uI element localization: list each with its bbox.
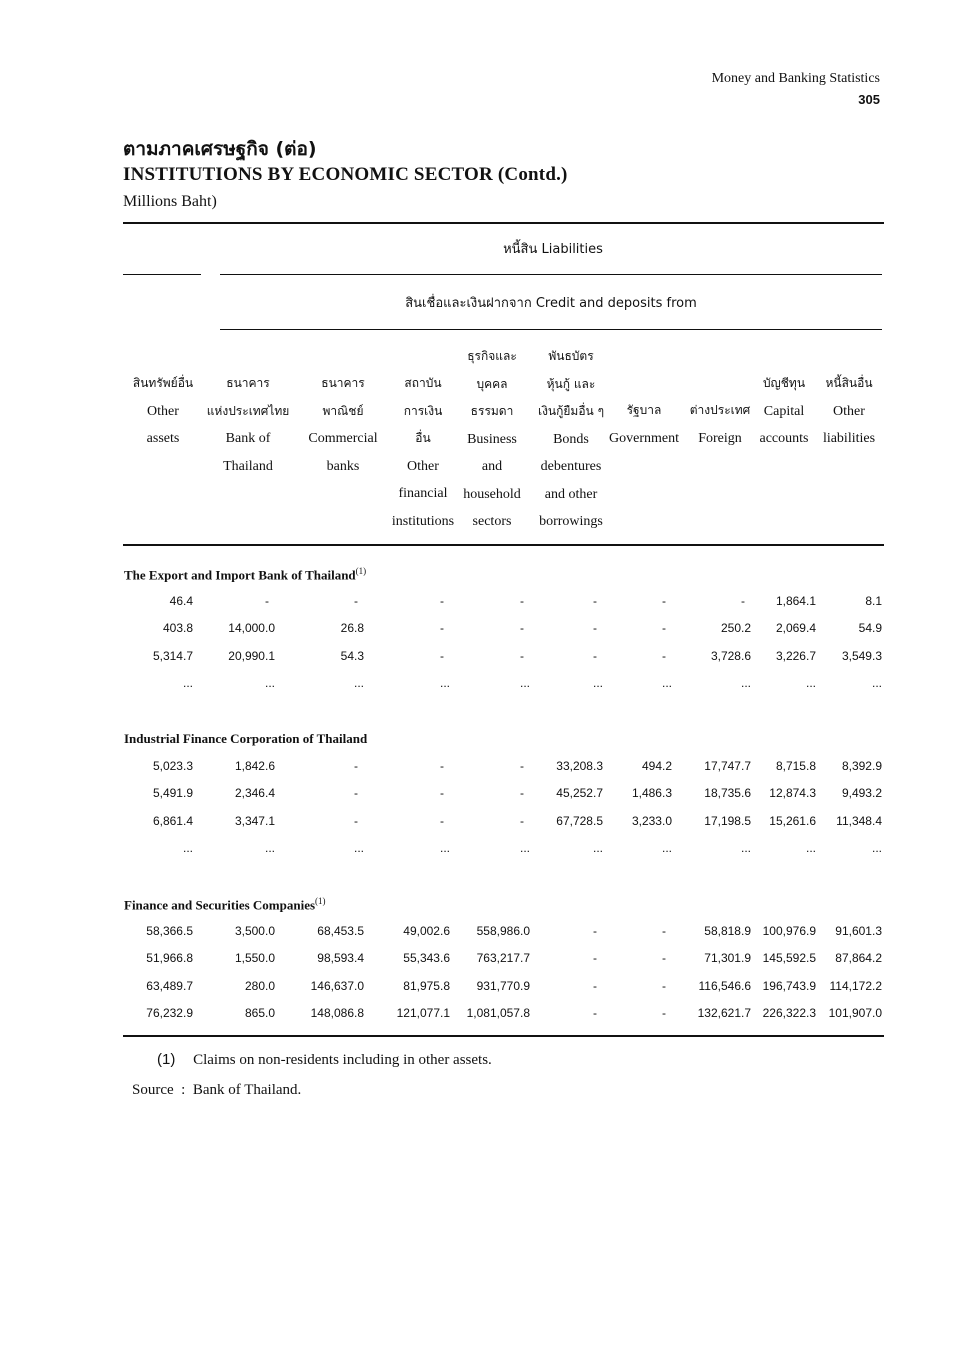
table-cell: - — [593, 648, 597, 663]
table-cell: - — [593, 978, 597, 993]
table-cell: 54.3 — [340, 648, 364, 663]
footnote — [157, 1051, 492, 1069]
column-header-thai: รัฐบาล — [626, 403, 662, 417]
table-cell: 11,348.4 — [836, 813, 882, 828]
table-cell: 8.1 — [865, 594, 882, 608]
title-english: INSTITUTIONS BY ECONOMIC SECTOR (Contd.) — [123, 164, 568, 185]
footnote-ref: (1) — [355, 566, 367, 576]
table-cell: 5,491.9 — [152, 786, 193, 801]
table-cell: 763,217.7 — [476, 951, 530, 966]
table-cell: - — [520, 594, 524, 608]
table-cell: 5,314.7 — [152, 648, 193, 663]
liabilities-header — [0, 238, 966, 259]
table-row — [0, 676, 966, 696]
column-header-english: Business — [467, 431, 517, 447]
table-cell: 55,343.6 — [403, 951, 450, 966]
table-cell: - — [662, 951, 666, 966]
table-cell: ... — [265, 840, 276, 855]
table-cell: 148,086.8 — [310, 1005, 364, 1020]
column-header-english: household — [463, 486, 521, 502]
column-header-thai: สินทรัพย์อื่น — [132, 376, 194, 390]
table-cell: - — [520, 621, 524, 636]
table-cell: 26.8 — [340, 621, 364, 636]
table-cell: - — [354, 786, 358, 801]
table-cell: - — [440, 759, 444, 773]
column-header-english: Commercial — [308, 431, 378, 446]
table-cell: - — [741, 594, 745, 608]
top-rule — [123, 222, 884, 224]
table-cell: 8,392.9 — [841, 759, 882, 773]
table-cell: ... — [872, 675, 883, 690]
section-title — [124, 731, 367, 747]
table-cell: - — [662, 924, 666, 938]
table-cell: 18,735.6 — [704, 786, 751, 801]
table-cell: ... — [354, 840, 365, 855]
table-cell: 71,301.9 — [704, 951, 751, 966]
liabilities-label: หนี้สิน Liabilities — [503, 242, 603, 257]
section-title-text: The Export and Import Bank of Thailand — [124, 567, 356, 583]
column-header-english: financial — [398, 486, 448, 501]
column-header-english: Thailand — [223, 458, 273, 474]
column-header-thai: บัญชีทุน — [762, 376, 806, 390]
table-row — [0, 649, 966, 669]
table-cell: - — [440, 813, 444, 828]
column-header-english: borrowings — [539, 514, 603, 529]
table-cell: - — [440, 594, 444, 608]
table-cell: 226,322.3 — [762, 1005, 816, 1020]
table-row — [0, 759, 966, 779]
table-cell: 87,864.2 — [835, 951, 882, 966]
table-cell: - — [662, 1005, 666, 1020]
table-cell: 91,601.3 — [835, 924, 882, 938]
column-header-thai: ธนาคาร — [226, 376, 270, 390]
table-cell: - — [593, 951, 597, 966]
table-cell: - — [593, 924, 597, 938]
column-header-thai: เงินกู้ยืมอื่น ๆ — [537, 404, 605, 418]
table-cell: 54.9 — [858, 621, 882, 636]
table-cell: 1,550.0 — [234, 951, 275, 966]
table-cell: 558,986.0 — [476, 924, 530, 938]
table-cell: - — [520, 648, 524, 663]
table-row — [0, 979, 966, 999]
table-cell: - — [662, 594, 666, 608]
column-header-english: debentures — [540, 459, 602, 474]
credit-deposits-label: สินเชื่อและเงินฝากจาก Credit and deposits from — [405, 296, 697, 311]
table-cell: 494.2 — [641, 759, 672, 773]
page-number: 305 — [858, 92, 880, 107]
column-header-english: sectors — [472, 514, 512, 529]
table-cell: 403.8 — [162, 621, 193, 636]
table-row — [0, 786, 966, 806]
column-header-thai: พันธบัตร — [548, 349, 594, 363]
column-header — [198, 370, 298, 480]
table-cell: ... — [806, 840, 817, 855]
table-cell: 100,976.9 — [762, 924, 816, 938]
table-cell: 196,743.9 — [762, 978, 816, 993]
table-cell: 865.0 — [244, 1005, 275, 1020]
table-cell: ... — [440, 840, 451, 855]
title-thai: ตามภาคเศรษฐกิจ (ต่อ) — [123, 138, 317, 160]
table-cell: - — [520, 759, 524, 773]
table-row — [0, 814, 966, 834]
table-cell: - — [354, 813, 358, 828]
column-header-thai: แห่งประเทศไทย — [206, 403, 290, 418]
table-cell: ... — [183, 675, 194, 690]
column-header — [799, 370, 899, 453]
table-cell: ... — [741, 675, 752, 690]
column-header-english: Bonds — [553, 431, 589, 447]
table-cell: ... — [593, 675, 604, 690]
table-cell: 931,770.9 — [476, 978, 530, 993]
section-title — [124, 566, 366, 583]
table-cell: 250.2 — [720, 621, 751, 636]
column-header-thai: สถาบัน — [404, 376, 442, 390]
table-cell: 68,453.5 — [317, 924, 364, 938]
column-header-thai: พาณิชย์ — [322, 403, 364, 418]
table-row — [0, 924, 966, 944]
table-cell: 5,023.3 — [152, 759, 193, 773]
column-header-thai: ธุรกิจและ — [467, 349, 517, 363]
table-titles — [123, 136, 568, 216]
table-cell: 14,000.0 — [228, 621, 275, 636]
table-cell: 101,907.0 — [828, 1005, 882, 1020]
page-header — [712, 68, 880, 110]
table-cell: 12,874.3 — [769, 786, 816, 801]
table-cell: 3,500.0 — [234, 924, 275, 938]
table-row — [0, 594, 966, 614]
table-cell: ... — [520, 675, 531, 690]
table-cell: 121,077.1 — [396, 1005, 450, 1020]
column-header-english: and other — [544, 486, 598, 502]
publication-title: Money and Banking Statistics — [711, 71, 880, 86]
table-cell: 9,493.2 — [841, 786, 882, 801]
table-cell: ... — [593, 840, 604, 855]
column-header-english: Capital — [763, 403, 805, 419]
table-row — [0, 841, 966, 861]
column-header-thai: หนี้สินอื่น — [825, 376, 873, 390]
table-cell: ... — [741, 840, 752, 855]
credit-deposits-rule — [220, 329, 882, 330]
table-cell: - — [520, 786, 524, 801]
liabilities-rule — [220, 274, 882, 275]
table-cell: - — [662, 621, 666, 636]
table-cell: 3,226.7 — [775, 648, 816, 663]
section-title-text: Finance and Securities Companies — [124, 897, 316, 913]
source-note: Source : Bank of Thailand. — [132, 1082, 302, 1098]
column-header-english: assets — [146, 431, 180, 446]
footnote-text: Claims on non-residents including in other assets. — [193, 1052, 492, 1068]
column-header-english: Foreign — [698, 430, 742, 446]
table-cell: - — [440, 621, 444, 636]
column-header-english: Bank of — [225, 431, 271, 446]
column-header-english: Other — [833, 403, 865, 419]
table-cell: 2,069.4 — [775, 621, 816, 636]
table-cell: 20,990.1 — [228, 648, 275, 663]
table-cell: - — [662, 978, 666, 993]
table-cell: 2,346.4 — [234, 786, 275, 801]
table-cell: 146,637.0 — [310, 978, 364, 993]
table-cell: ... — [806, 675, 817, 690]
table-cell: ... — [662, 675, 673, 690]
column-header-thai: ธนาคาร — [321, 376, 365, 390]
left-short-rule — [123, 274, 201, 275]
table-cell: 280.0 — [244, 978, 275, 993]
table-cell: 46.4 — [169, 594, 193, 608]
table-cell: 1,081,057.8 — [466, 1005, 530, 1020]
table-row — [0, 1006, 966, 1026]
table-cell: 67,728.5 — [556, 813, 603, 828]
table-cell: 1,864.1 — [775, 594, 816, 608]
table-cell: 6,861.4 — [152, 813, 193, 828]
column-header-english: Other — [407, 458, 439, 474]
table-cell: ... — [354, 675, 365, 690]
credit-deposits-header — [220, 292, 882, 313]
table-cell: 3,347.1 — [234, 813, 275, 828]
table-cell: ... — [872, 840, 883, 855]
table-cell: 98,593.4 — [317, 951, 364, 966]
table-cell: 58,818.9 — [704, 924, 751, 938]
table-cell: 116,546.6 — [698, 978, 751, 993]
table-cell: ... — [265, 675, 276, 690]
table-cell: 1,486.3 — [631, 786, 672, 801]
column-header-english: banks — [326, 458, 360, 474]
table-cell: 63,489.7 — [146, 978, 193, 993]
table-row — [0, 951, 966, 971]
table-cell: 132,621.7 — [697, 1005, 751, 1020]
table-cell: 76,232.9 — [146, 1005, 193, 1020]
table-cell: - — [440, 786, 444, 801]
table-cell: 1,842.6 — [234, 759, 275, 773]
table-cell: - — [593, 594, 597, 608]
table-cell: 3,549.3 — [841, 648, 882, 663]
column-header-thai: การเงิน — [403, 403, 443, 418]
column-header-english: institutions — [391, 513, 455, 529]
table-cell: 17,198.5 — [704, 813, 751, 828]
table-cell: ... — [183, 840, 194, 855]
table-cell: 51,966.8 — [146, 951, 193, 966]
table-cell: - — [354, 759, 358, 773]
bottom-rule — [123, 1035, 884, 1037]
table-cell: 33,208.3 — [556, 759, 603, 773]
table-cell: 81,975.8 — [403, 978, 450, 993]
table-cell: - — [354, 594, 358, 608]
table-cell: - — [593, 1005, 597, 1020]
table-cell: ... — [520, 840, 531, 855]
table-cell: 49,002.6 — [403, 924, 450, 938]
table-cell: 45,252.7 — [556, 786, 603, 801]
section-title — [124, 896, 326, 913]
unit-label: Millions Baht) — [123, 193, 217, 210]
table-cell: 15,261.6 — [769, 813, 816, 828]
column-header-english: accounts — [759, 431, 809, 446]
header-bottom-rule — [123, 544, 884, 546]
table-cell: 8,715.8 — [775, 759, 816, 773]
table-cell: 17,747.7 — [704, 759, 751, 773]
column-header-english: liabilities — [822, 431, 876, 446]
table-cell: - — [662, 648, 666, 663]
column-header-english: Other — [147, 403, 179, 419]
table-cell: ... — [662, 840, 673, 855]
section-title-text: Industrial Finance Corporation of Thailand — [124, 731, 368, 746]
column-header-thai: ธรรมดา — [470, 404, 514, 418]
table-cell: 3,728.6 — [710, 648, 751, 663]
footnote-ref: (1) — [315, 896, 326, 906]
table-cell: - — [520, 813, 524, 828]
table-cell: 58,366.5 — [146, 924, 193, 938]
column-header-thai: หุ้นกู้ และ — [546, 376, 596, 391]
column-header-thai: ต่างประเทศ — [689, 403, 751, 417]
column-header-english: and — [481, 459, 503, 474]
table-cell: 3,233.0 — [631, 813, 672, 828]
table-cell: ... — [440, 675, 451, 690]
table-cell: - — [593, 621, 597, 636]
table-cell: - — [440, 648, 444, 663]
column-header-thai: อื่น — [415, 431, 431, 445]
table-row — [0, 621, 966, 641]
table-cell: 114,172.2 — [829, 978, 882, 993]
column-header-thai: บุคคล — [476, 376, 508, 391]
footnote-marker: (1) — [157, 1051, 176, 1068]
table-cell: 145,592.5 — [762, 951, 816, 966]
table-cell: - — [265, 594, 269, 608]
column-header-english: Government — [609, 430, 679, 446]
